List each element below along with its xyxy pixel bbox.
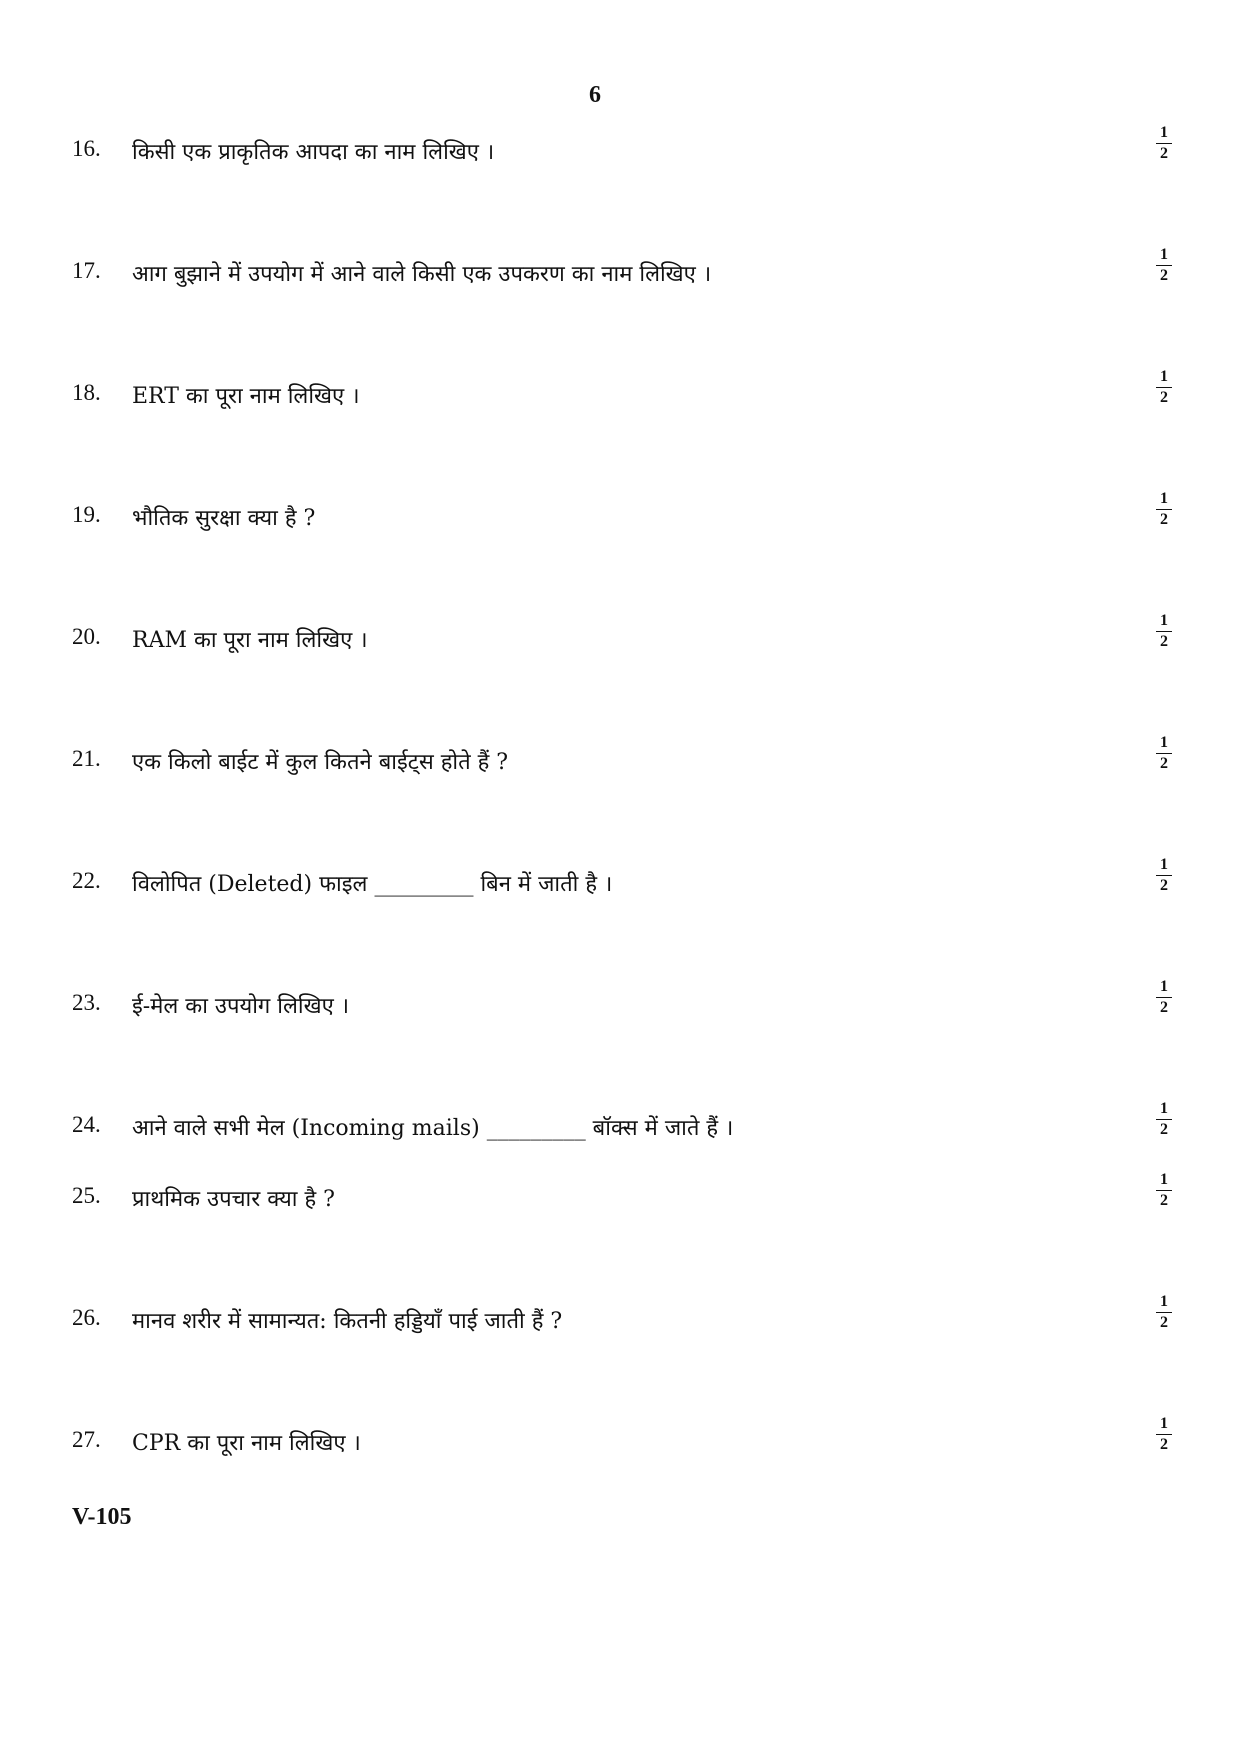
marks-numerator: 1 bbox=[1160, 1100, 1168, 1117]
question-26 bbox=[72, 1293, 1172, 1355]
question-text: ERT का पूरा नाम लिखिए । bbox=[132, 384, 360, 409]
question-19 bbox=[72, 490, 1172, 552]
question-21 bbox=[72, 734, 1172, 796]
marks-numerator: 1 bbox=[1160, 124, 1168, 141]
marks-denominator: 2 bbox=[1160, 999, 1168, 1016]
question-24 bbox=[72, 1100, 1172, 1162]
marks-denominator: 2 bbox=[1160, 1314, 1168, 1331]
marks-denominator: 2 bbox=[1160, 633, 1168, 650]
question-number: 27. bbox=[72, 1427, 101, 1452]
marks-denominator: 2 bbox=[1160, 1436, 1168, 1453]
question-18 bbox=[72, 368, 1172, 430]
marks-denominator: 2 bbox=[1160, 755, 1168, 772]
marks-numerator: 1 bbox=[1160, 612, 1168, 629]
question-number: 20. bbox=[72, 624, 101, 649]
marks-half bbox=[1154, 368, 1174, 407]
marks-numerator: 1 bbox=[1160, 490, 1168, 507]
question-number: 19. bbox=[72, 502, 101, 527]
marks-denominator: 2 bbox=[1160, 877, 1168, 894]
question-text: आने वाले सभी मेल (Incoming mails) _________ बॉक्स में जाते हैं । bbox=[132, 1116, 734, 1141]
question-number: 16. bbox=[72, 136, 101, 161]
marks-numerator: 1 bbox=[1160, 856, 1168, 873]
question-number: 22. bbox=[72, 868, 101, 893]
question-text: भौतिक सुरक्षा क्या है ? bbox=[132, 506, 316, 531]
marks-numerator: 1 bbox=[1160, 246, 1168, 263]
marks-denominator: 2 bbox=[1160, 1192, 1168, 1209]
marks-half bbox=[1154, 1171, 1174, 1210]
marks-denominator: 2 bbox=[1160, 145, 1168, 162]
marks-numerator: 1 bbox=[1160, 368, 1168, 385]
marks-half bbox=[1154, 490, 1174, 529]
question-number: 24. bbox=[72, 1112, 101, 1137]
marks-half bbox=[1154, 856, 1174, 895]
question-text: विलोपित (Deleted) फाइल _________ बिन में जाती है । bbox=[132, 872, 613, 897]
question-number: 25. bbox=[72, 1183, 101, 1208]
marks-half bbox=[1154, 124, 1174, 163]
marks-denominator: 2 bbox=[1160, 389, 1168, 406]
marks-denominator: 2 bbox=[1160, 267, 1168, 284]
marks-numerator: 1 bbox=[1160, 978, 1168, 995]
marks-half bbox=[1154, 978, 1174, 1017]
question-25 bbox=[72, 1171, 1172, 1233]
question-text: RAM का पूरा नाम लिखिए । bbox=[132, 628, 368, 653]
marks-numerator: 1 bbox=[1160, 734, 1168, 751]
question-text: एक किलो बाईट में कुल कितने बाईट्स होते हैं ? bbox=[132, 750, 509, 775]
question-number: 23. bbox=[72, 990, 101, 1015]
question-text: CPR का पूरा नाम लिखिए । bbox=[132, 1431, 361, 1456]
marks-numerator: 1 bbox=[1160, 1171, 1168, 1188]
question-text: किसी एक प्राकृतिक आपदा का नाम लिखिए । bbox=[132, 140, 495, 165]
marks-half bbox=[1154, 734, 1174, 773]
marks-half bbox=[1154, 612, 1174, 651]
question-20 bbox=[72, 612, 1172, 674]
marks-half bbox=[1154, 1293, 1174, 1332]
question-number: 21. bbox=[72, 746, 101, 771]
question-16 bbox=[72, 124, 1172, 186]
question-text: आग बुझाने में उपयोग में आने वाले किसी एक उपकरण का नाम लिखिए । bbox=[132, 262, 712, 287]
question-text: प्राथमिक उपचार क्या है ? bbox=[132, 1187, 335, 1212]
marks-numerator: 1 bbox=[1160, 1415, 1168, 1432]
question-text: ई-मेल का उपयोग लिखिए । bbox=[132, 994, 350, 1019]
question-number: 26. bbox=[72, 1305, 101, 1330]
question-23 bbox=[72, 978, 1172, 1040]
marks-half bbox=[1154, 1415, 1174, 1454]
marks-denominator: 2 bbox=[1160, 1121, 1168, 1138]
question-22 bbox=[72, 856, 1172, 918]
question-number: 18. bbox=[72, 380, 101, 405]
paper-code: V-105 bbox=[72, 1504, 132, 1530]
marks-half bbox=[1154, 1100, 1174, 1139]
marks-half bbox=[1154, 246, 1174, 285]
question-text: मानव शरीर में सामान्यत: कितनी हड्डियाँ पाई जाती हैं ? bbox=[132, 1309, 563, 1334]
marks-numerator: 1 bbox=[1160, 1293, 1168, 1310]
question-number: 17. bbox=[72, 258, 101, 283]
question-27 bbox=[72, 1415, 1172, 1477]
marks-denominator: 2 bbox=[1160, 511, 1168, 528]
question-17 bbox=[72, 246, 1172, 308]
page-number: 6 bbox=[589, 82, 601, 108]
